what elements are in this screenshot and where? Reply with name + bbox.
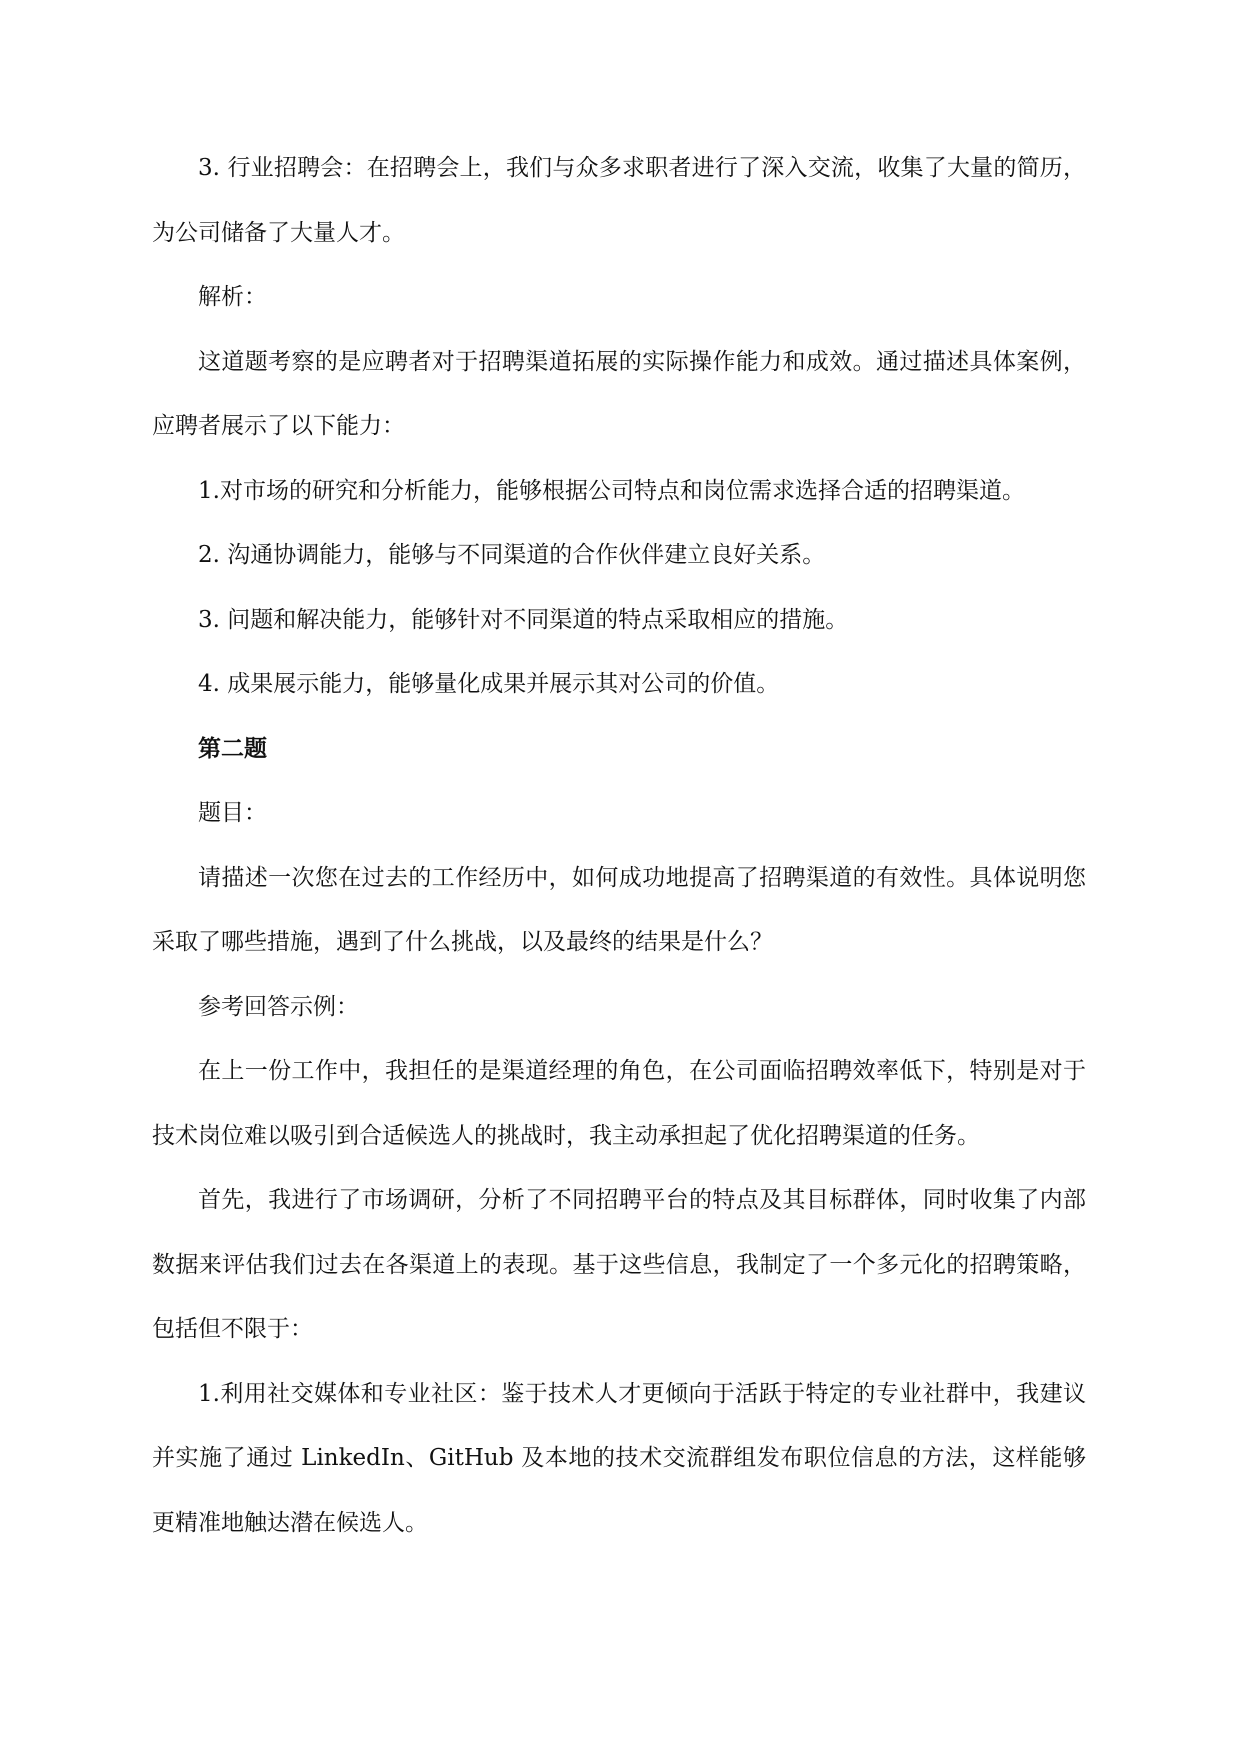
document-body bbox=[152, 136, 1086, 1555]
paragraph-answer-strategy-1: 1.利用社交媒体和专业社区：鉴于技术人才更倾向于活跃于特定的专业社群中，我建议并实施了通过 LinkedIn、GitHub 及本地的技术交流群组发布职位信息的方法，这样能够更精准地触达潜在候选人。 bbox=[152, 1380, 1086, 1536]
paragraph-ability-1: 1.对市场的研究和分析能力，能够根据公司特点和岗位需求选择合适的招聘渠道。 bbox=[198, 477, 1025, 504]
paragraph-analysis-intro: 这道题考察的是应聘者对于招聘渠道拓展的实际操作能力和成效。通过描述具体案例，应聘者展示了以下能力： bbox=[152, 348, 1086, 439]
paragraph-question-label: 题目： bbox=[198, 800, 267, 826]
paragraph-ability-3: 3. 问题和解决能力，能够针对不同渠道的特点采取相应的措施。 bbox=[198, 606, 849, 633]
paragraph-answer-research: 首先，我进行了市场调研，分析了不同招聘平台的特点及其目标群体，同时收集了内部数据来评估我们过去在各渠道上的表现。基于这些信息，我制定了一个多元化的招聘策略，包括但不限于： bbox=[152, 1187, 1086, 1342]
paragraph-answer-context: 在上一份工作中，我担任的是渠道经理的角色，在公司面临招聘效率低下，特别是对于技术岗位难以吸引到合适候选人的挑战时，我主动承担起了优化招聘渠道的任务。 bbox=[152, 1058, 1086, 1149]
paragraph-job-fair: 3. 行业招聘会：在招聘会上，我们与众多求职者进行了深入交流，收集了大量的简历，为公司储备了大量人才。 bbox=[152, 155, 1086, 246]
paragraph-sample-answer-label: 参考回答示例： bbox=[198, 993, 359, 1020]
paragraph-ability-2: 2. 沟通协调能力，能够与不同渠道的合作伙伴建立良好关系。 bbox=[198, 542, 826, 568]
section-heading-question-2: 第二题 bbox=[198, 735, 267, 762]
paragraph-question-text: 请描述一次您在过去的工作经历中，如何成功地提高了招聘渠道的有效性。具体说明您采取了哪些措施，遇到了什么挑战，以及最终的结果是什么？ bbox=[152, 864, 1086, 955]
paragraph-analysis-label: 解析： bbox=[198, 284, 267, 310]
paragraph-ability-4: 4. 成果展示能力，能够量化成果并展示其对公司的价值。 bbox=[198, 671, 780, 697]
